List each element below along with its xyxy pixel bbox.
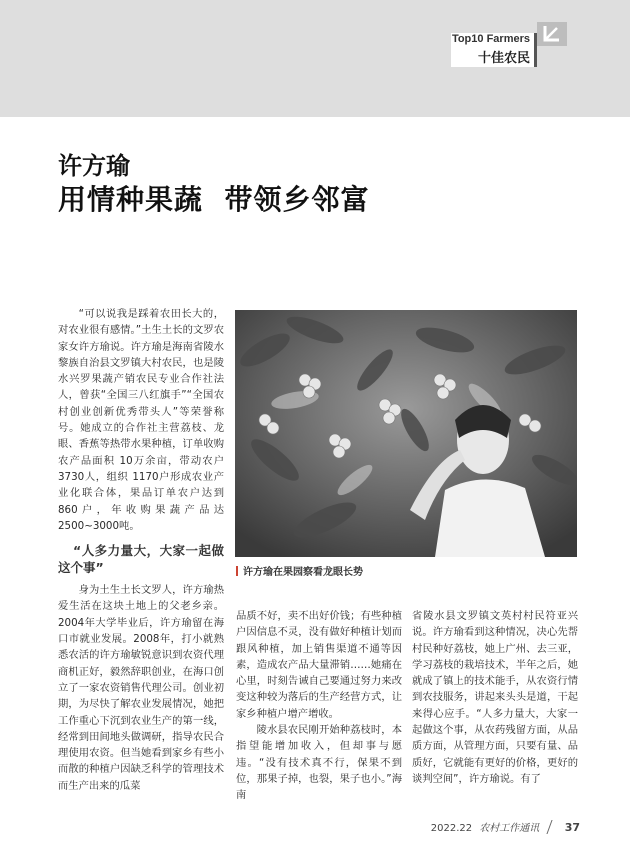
text-column-3	[412, 608, 578, 787]
page-number: 37	[564, 821, 580, 834]
photo-illustration	[235, 310, 577, 557]
body-paragraph: 身为土生土长文罗人，许方瑜热爱生活在这块土地上的父老乡亲。2004年大学毕业后，许方瑜留在海口市就业发展。2008年，打小就熟悉农活的许方瑜敏锐意识到农资代理商机正好，毅然辞职创业，在海口创立了一家农资销售代理公司。创业初期，为尽快了解农业发展情况，她把工作重心下沉到农业生产的第一线，经常到田间地头做调研，指导农民合理使用农资。但当她看到家乡有些小而散的种植户因缺乏科学的管理技术而生产出来的瓜菜	[58, 584, 224, 792]
text-column-1	[58, 306, 224, 794]
photo-caption-text: 许方瑜在果园察看龙眼长势	[243, 567, 363, 578]
section-label-en: Top10 Farmers	[451, 33, 530, 45]
corner-arrow-icon	[541, 22, 563, 44]
article-headline: 用情种果蔬 带领乡邻富	[58, 183, 370, 216]
section-subhead: “人多力量大，大家一起做这个事”	[58, 543, 224, 576]
article-person-name: 许方瑜	[58, 151, 130, 180]
photo-caption	[236, 563, 363, 578]
body-paragraph: 省陵水县文罗镇文英村村民符亚兴说。许方瑜看到这种情况，决心先帮村民种好荔枝，她上广州、去三亚，学习荔枝的栽培技术，半年之后，她就成了镇上的技术能手，从农资行情到农技服务，讲起来头头是道，干起来得心应手。“人多力量大，大家一起做这个事，从农药残留方面，从品质方面，从管理方面，只要有量、品质好，它就能有更好的价格，更好的谈判空间”，许方瑜说。有了	[412, 610, 578, 785]
page-footer	[431, 819, 580, 834]
text-column-2	[236, 608, 402, 804]
footer-divider	[546, 820, 552, 834]
section-label-cn: 十佳农民	[477, 51, 530, 66]
section-label-box	[451, 33, 537, 67]
body-paragraph: 品质不好，卖不出好价钱；有些种植户因信息不灵，没有做好种植计划而跟风种植，加上销售渠道不通等因素，造成农产品大量滞销……她痛在心里，时刻告诫自己要通过努力来改变这种较为落后的生产经营方式，让家乡种植户增产增收。	[236, 610, 402, 720]
body-paragraph: 陵水县农民刚开始种荔枝时，本指望能增加收入，但却事与愿违。“没有技术真不行，保果不到位，那果子掉，也裂，果子也小。”海南	[236, 724, 402, 802]
photo-longan-orchard	[235, 310, 577, 557]
caption-marker	[236, 566, 238, 576]
intro-paragraph: “可以说我是踩着农田长大的，对农业很有感情。”土生土长的文罗农家女许方瑜说。许方瑜是海南省陵水黎族自治县文罗镇大村农民，也是陵水兴罗果蔬产销农民专业合作社法人，曾获“全国三八红旗手”“全国农村创业创新优秀带头人”等荣誉称号。她成立的合作社主营荔枝、龙眼、香蕉等热带水果种植，订单收购农产品面积 10万余亩，带动农户3730人，组织 1170户形成农业产业化联合体，果品订单农户达到 860户，年收购果蔬产品达 2500~3000吨。	[58, 308, 224, 532]
issue-number: 2022.22	[430, 823, 473, 834]
magazine-name: 农村工作通讯	[479, 823, 540, 834]
